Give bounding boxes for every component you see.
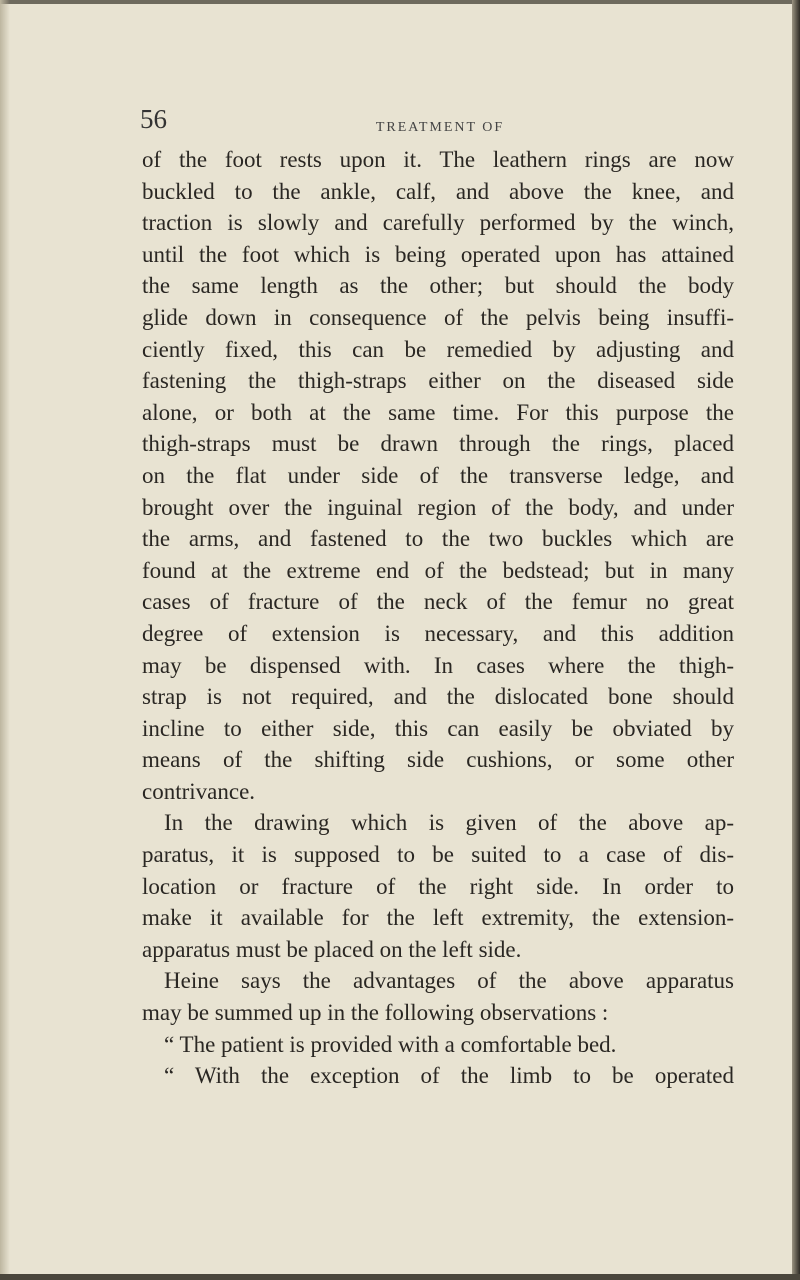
page-gutter-shadow xyxy=(0,0,10,1280)
text-line: buckled to the ankle, calf, and above the knee, and xyxy=(142,178,734,204)
text-line: location or fracture of the right side. In order to xyxy=(142,873,734,899)
text-line: ciently fixed, this can be remedied by adjusting and xyxy=(142,336,734,362)
text-line: make it available for the left extremity, the extension- xyxy=(142,905,734,931)
body-text xyxy=(142,144,734,1092)
text-line: may be summed up in the following observations : xyxy=(142,1000,609,1026)
text-line: “ The patient is provided with a comfortable bed. xyxy=(164,1031,617,1057)
page-bottom-edge xyxy=(0,1274,800,1280)
text-line: cases of fracture of the neck of the femur no great xyxy=(142,589,734,615)
text-line: “ With the exception of the limb to be operated xyxy=(164,1063,734,1089)
text-line: of the foot rests upon it. The leathern rings are now xyxy=(142,147,734,172)
text-line: paratus, it is supposed to be suited to a case of dis- xyxy=(142,842,734,868)
text-line: fastening the thigh-straps either on the diseased side xyxy=(142,368,734,394)
text-line: the same length as the other; but should the body xyxy=(142,273,734,299)
text-line: apparatus must be placed on the left side. xyxy=(142,936,522,962)
page-right-edge xyxy=(792,0,800,1280)
text-line: found at the extreme end of the bedstead; but in many xyxy=(142,557,734,583)
running-head: TREATMENT OF xyxy=(375,120,505,135)
text-line: the arms, and fastened to the two buckles which are xyxy=(142,526,734,552)
text-line: until the foot which is being operated upon has attained xyxy=(142,241,734,267)
page-top-edge xyxy=(0,0,800,4)
text-line: strap is not required, and the dislocated bone should xyxy=(142,684,734,710)
text-line: may be dispensed with. In cases where the thigh- xyxy=(142,652,734,678)
page-number: 56 xyxy=(140,104,167,134)
text-line: degree of extension is necessary, and this addition xyxy=(142,620,734,646)
text-line: thigh-straps must be drawn through the rings, placed xyxy=(142,431,734,457)
text-line: incline to either side, this can easily be obviated by xyxy=(142,715,734,741)
text-line: traction is slowly and carefully performed by the winch, xyxy=(142,210,734,236)
text-line: brought over the inguinal region of the body, and under xyxy=(142,494,734,520)
text-line: Heine says the advantages of the above apparatus xyxy=(164,968,734,994)
text-line: In the drawing which is given of the above ap- xyxy=(164,810,734,836)
text-line: means of the shifting side cushions, or some other xyxy=(142,747,734,773)
text-line: alone, or both at the same time. For this purpose the xyxy=(142,399,734,425)
page-header xyxy=(140,104,780,144)
text-line: contrivance. xyxy=(142,778,256,804)
text-line: on the flat under side of the transverse ledge, and xyxy=(142,462,734,488)
text-line: glide down in consequence of the pelvis being insuffi- xyxy=(142,304,734,330)
